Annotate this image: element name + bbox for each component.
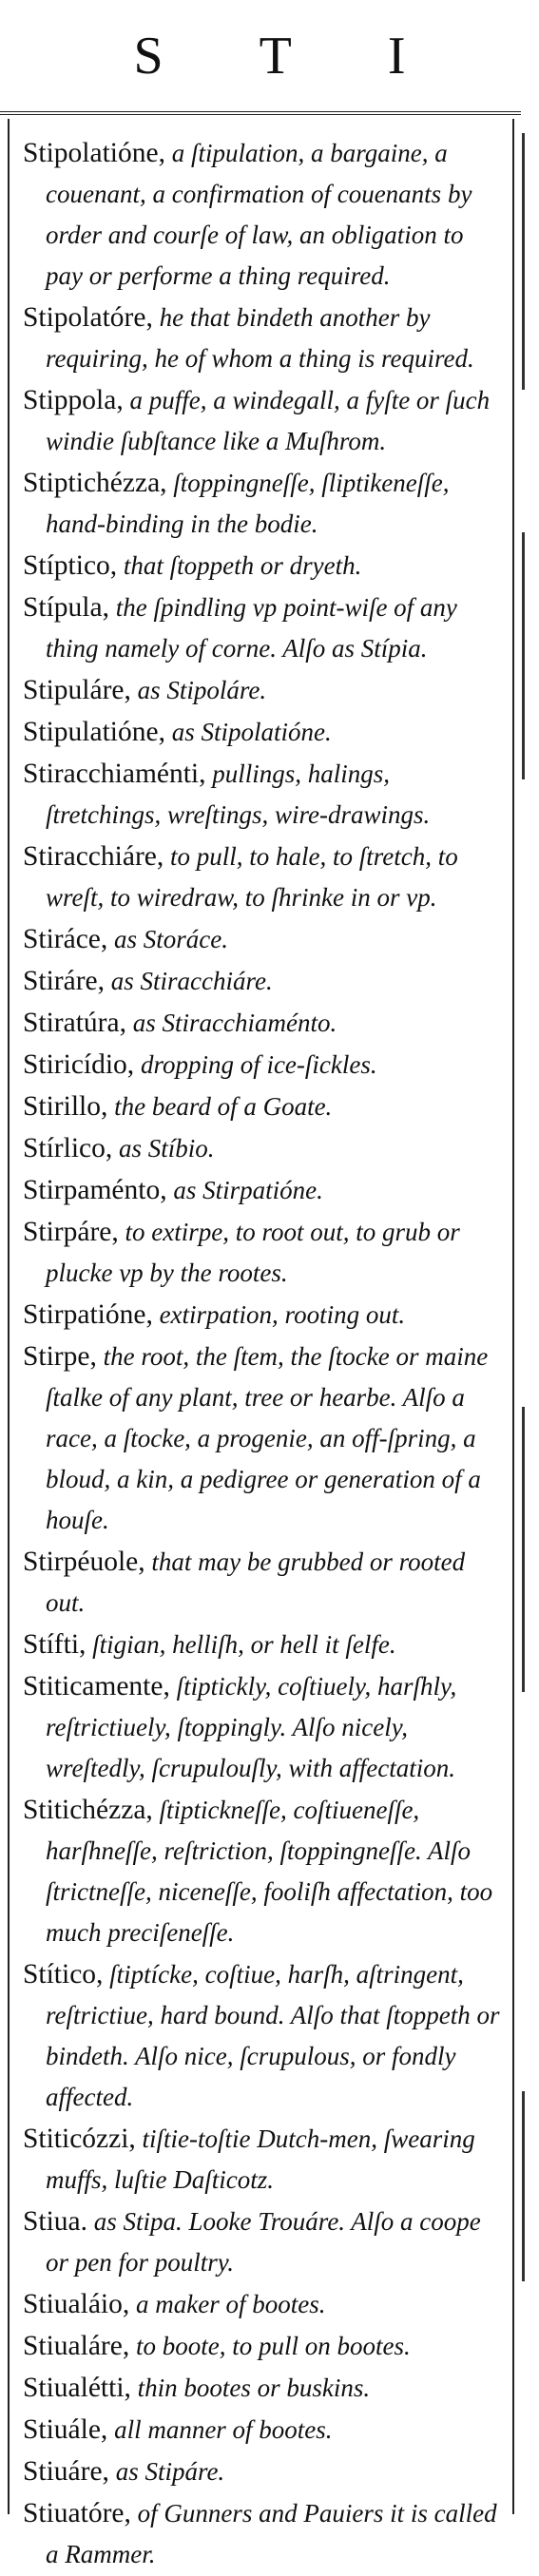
entry-definition: as Stiracchiáre. (105, 967, 273, 995)
entry-headword: Stiualétti, (23, 2373, 131, 2403)
entry-definition: ſtiptícke, coſtiue, harſh, aſtringent, reſtrictiue, hard bound. Alſo that ſtoppeth or bindeth. Alſo nice, ſcrupulous, or fondly affected. (46, 1960, 500, 2111)
entry-definition: ſtiptickly, coſtiuely, harſhly, reſtrictiuely, ſtoppingly. Alſo nicely, wreſtedly, ſcrupulouſly, with affectation. (46, 1672, 457, 1782)
entry-headword: Stipolatóre, (23, 302, 153, 333)
entry-definition: as Stiracchiaménto. (125, 1009, 337, 1037)
entry-headword: Stipolatióne, (23, 138, 165, 168)
entry-headword: Stiráce, (23, 924, 108, 954)
entry-definition: to boote, to pull on bootes. (129, 2332, 411, 2360)
entry-definition: he that bindeth another by requiring, he of whom a thing is required. (46, 303, 474, 373)
entry-definition: the beard of a Goate. (107, 1092, 333, 1121)
entry-headword: Stirpe, (23, 1341, 97, 1372)
entry-headword: Stirillo, (23, 1091, 108, 1122)
entry-definition: as Stipolatióne. (164, 718, 332, 746)
entry-definition: a puffe, a windegall, a fyſte or ſuch windie ſubſtance like a Muſhrom. (46, 386, 491, 455)
entry-headword: Stipuláre, (23, 675, 131, 705)
dictionary-entry (23, 961, 503, 1002)
entry-definition: thin bootes or buskins. (130, 2374, 371, 2402)
entry-headword: Stiticamente, (23, 1671, 170, 1701)
entry-headword: Stirpáre, (23, 1217, 119, 1247)
entry-definition: pullings, halings, ſtretchings, wreſtings, wire-drawings. (46, 759, 431, 829)
margin-mark (522, 133, 525, 390)
entry-headword: Stitichézza, (23, 1795, 153, 1825)
entry-definition: a ſtipulation, a bargaine, a couenant, a confirmation of couenants by order and courſe of law, an obligation to pay or performe a thing required. (46, 139, 472, 290)
dictionary-entry (23, 1212, 503, 1294)
entry-definition: a maker of bootes. (129, 2290, 326, 2318)
entry-definition: all manner of bootes. (107, 2415, 333, 2444)
margin-mark (522, 532, 525, 779)
header-title: S T I (133, 27, 448, 86)
entry-headword: Stiratúra, (23, 1008, 126, 1038)
entry-headword: Stírlico, (23, 1133, 113, 1163)
entry-headword: Stiracchiaménti, (23, 759, 206, 789)
dictionary-entry (23, 380, 503, 462)
dictionary-entry (23, 587, 503, 669)
entry-definition: as Storáce. (107, 925, 229, 953)
dictionary-entry (23, 1003, 503, 1044)
entry-headword: Stípula, (23, 592, 109, 623)
entry-headword: Stirpatióne, (23, 1299, 153, 1330)
entry-headword: Stiuatóre, (23, 2498, 131, 2528)
dictionary-entry (23, 1086, 503, 1127)
dictionary-entry (23, 2451, 503, 2492)
entry-definition: that ſtoppeth or dryeth. (117, 551, 362, 580)
dictionary-entry (23, 1128, 503, 1169)
entry-headword: Stirpéuole, (23, 1547, 145, 1577)
entry-headword: Stiuále, (23, 2414, 108, 2445)
margin-mark (522, 2091, 525, 2281)
dictionary-entry (23, 1542, 503, 1624)
dictionary-entry (23, 2201, 503, 2283)
dictionary-entry (23, 712, 503, 753)
page-header (0, 0, 539, 112)
entry-definition: to pull, to hale, to ſtretch, to wreſt, to wiredraw, to ſhrinke in or vp. (46, 842, 458, 912)
entry-headword: Stiráre, (23, 966, 106, 996)
entry-definition: as Stirpatióne. (166, 1176, 323, 1204)
dictionary-entry (23, 1336, 503, 1541)
dictionary-entry (23, 2368, 503, 2409)
entry-definition: as Stipáre. (108, 2457, 225, 2486)
entry-headword: Stipulatióne, (23, 717, 165, 747)
entry-definition: ſtoppingneſſe, ſliptikeneſſe, hand-binding in the bodie. (46, 469, 450, 538)
entry-definition: as Stipa. Looke Trouáre. Alſo a coope or pen for poultry. (46, 2207, 481, 2277)
entry-definition: as Stíbio. (112, 1134, 215, 1163)
dictionary-entry (23, 2284, 503, 2325)
entry-headword: Stiptichézza, (23, 468, 167, 498)
dictionary-entry (23, 133, 503, 297)
dictionary-entry (23, 463, 503, 545)
entry-headword: Stiuáre, (23, 2456, 109, 2487)
entry-definition: extirpation, rooting out. (152, 1300, 406, 1329)
entry-definition: the root, the ſtem, the ſtocke or maine ſtalke of any plant, tree or hearbe. Alſo a race, a ſtocke, a progenie, an off-ſpring, a bloud, a kin, a pedigree or generation of a houſe. (46, 1342, 489, 1534)
entry-headword: Stirpaménto, (23, 1175, 167, 1205)
dictionary-entry (23, 836, 503, 918)
entry-headword: Stiualáre, (23, 2331, 130, 2361)
entry-definition: that may be grubbed or rooted out. (46, 1548, 466, 1617)
entry-headword: Stiualáio, (23, 2289, 130, 2319)
entry-definition: tiſtie-toſtie Dutch-men, ſwearing muffs, luſtie Daſticotz. (46, 2124, 475, 2194)
entry-definition: of Gunners and Pauiers it is called a Rammer. (46, 2499, 497, 2568)
header-rule (0, 111, 521, 115)
dictionary-entry (23, 1045, 503, 1086)
dictionary-entry (23, 1170, 503, 1211)
margin-mark (522, 1407, 525, 1692)
entry-definition: dropping of ice-ſickles. (134, 1050, 377, 1079)
entry-definition: ſtigian, helliſh, or hell it ſelfe. (86, 1630, 396, 1659)
entry-headword: Stítico, (23, 1959, 104, 1990)
entry-definition: ſtiptickneſſe, coſtiueneſſe, harſhneſſe, reſtriction, ſtoppingneſſe. Alſo ſtrictneſſe, niceneſſe, fooliſh affectation, too much preciſeneſſe. (46, 1796, 493, 1947)
dictionary-entry (23, 670, 503, 711)
entry-headword: Stiua. (23, 2206, 88, 2237)
entry-definition: to extirpe, to root out, to grub or plucke vp by the rootes. (46, 1218, 460, 1287)
dictionary-entry (23, 2493, 503, 2575)
entry-headword: Stiticózzi, (23, 2124, 136, 2154)
dictionary-entry (23, 1295, 503, 1336)
dictionary-entry (23, 1790, 503, 1953)
dictionary-entry (23, 2119, 503, 2201)
entry-headword: Stippola, (23, 385, 124, 415)
dictionary-entry (23, 1624, 503, 1665)
dictionary-entry (23, 2410, 503, 2451)
dictionary-entry (23, 1666, 503, 1789)
entry-headword: Stiracchiáre, (23, 841, 164, 872)
entry-headword: Stiricídio, (23, 1049, 135, 1080)
entry-headword: Stíptico, (23, 550, 118, 581)
entry-list (23, 133, 503, 2576)
dictionary-entry (23, 298, 503, 379)
dictionary-entry (23, 2326, 503, 2367)
entry-definition: as Stipoláre. (130, 676, 267, 704)
entry-headword: Stífti, (23, 1629, 87, 1660)
dictionary-entry (23, 754, 503, 836)
dictionary-entry (23, 546, 503, 586)
dictionary-entry (23, 1954, 503, 2118)
entry-definition: the ſpindling vp point-wiſe of any thing namely of corne. Alſo as Stípia. (46, 593, 457, 663)
dictionary-entry (23, 919, 503, 960)
